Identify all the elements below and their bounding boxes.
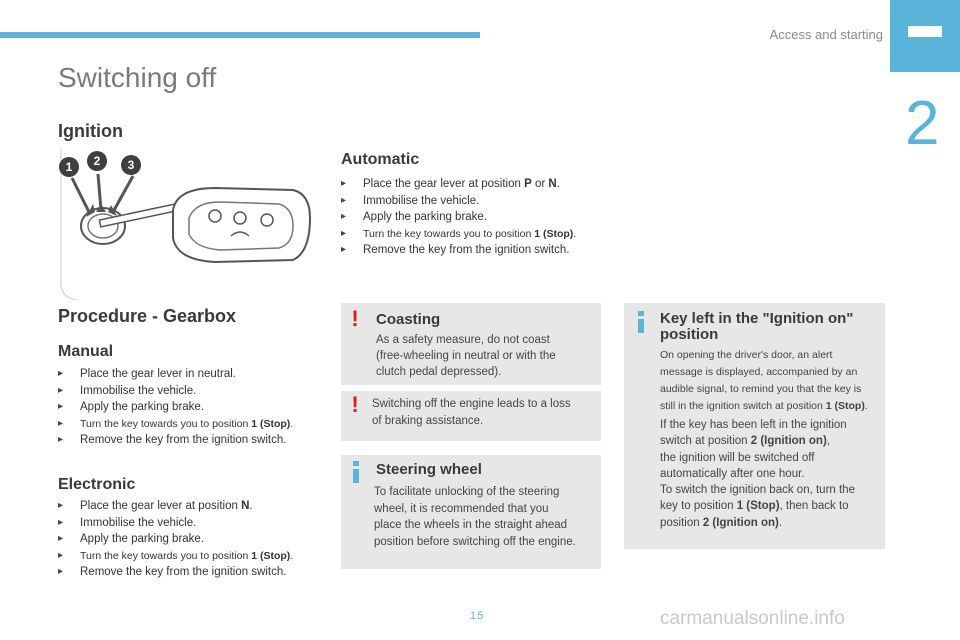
list-item: ▸ Remove the key from the ignition switch. (341, 242, 576, 259)
automatic-steps (341, 176, 576, 259)
braking-warning-box (341, 391, 601, 441)
callout-3: 3 (121, 155, 141, 175)
list-item: ▸ Remove the key from the ignition switch. (58, 564, 293, 581)
automatic-heading: Automatic (341, 151, 420, 168)
watermark: carmanualsonline.info (660, 608, 845, 629)
procedure-heading: Procedure - Gearbox (58, 306, 237, 326)
list-item: ▸ Place the gear lever at position N. (58, 498, 293, 515)
list-item: ▸ Apply the parking brake. (341, 209, 576, 226)
key-left-auto-off-text: If the key has been left in the ignition switch at position 2 (Ignition on), the ignition will be switched off automatically after one hour. To switch the ignition back on, turn the key to position 1 (Stop), then back to position 2 (Ignition on). (660, 419, 855, 529)
electronic-steps (58, 498, 293, 581)
coasting-text: As a safety measure, do not coast (free-wheeling in neutral or with the clutch pedal depressed). (376, 334, 556, 378)
info-icon (635, 311, 647, 333)
manual-steps (58, 366, 293, 449)
list-item: ▸ Immobilise the vehicle. (341, 193, 576, 210)
electronic-heading: Electronic (58, 476, 136, 493)
key-left-alert-text: On opening the driver's door, an alert message is displayed, accompanied by an audible signal, to remind you that the key is still in the ignition switch at position 1 (Stop). (660, 349, 868, 412)
manual-heading: Manual (58, 343, 114, 360)
info-icon (350, 461, 362, 483)
steering-info-box (341, 455, 601, 569)
callout-1: 1 (59, 157, 79, 177)
page-title: Switching off (58, 62, 217, 93)
chapter-icon (890, 0, 960, 72)
section-name: Access and starting (769, 27, 883, 42)
header-accent-bar (0, 32, 480, 38)
list-item: ▸ Remove the key from the ignition switch. (58, 432, 293, 449)
list-item: ▸ Immobilise the vehicle. (58, 383, 293, 400)
callout-2: 2 (87, 151, 107, 171)
steering-title: Steering wheel (376, 461, 482, 478)
list-item: ▸ Immobilise the vehicle. (58, 515, 293, 532)
chapter-number: 2 (905, 89, 940, 158)
page-number: 15 (470, 610, 485, 622)
warning-icon: ! (351, 392, 359, 417)
warning-icon: ! (351, 306, 359, 331)
list-item: ▸ Turn the key towards you to position 1 (Stop). (58, 416, 293, 433)
braking-note-text: Switching off the engine leads to a loss of braking assistance. (372, 398, 571, 427)
ignition-heading: Ignition (58, 121, 123, 141)
steering-text: To facilitate unlocking of the steering wheel, it is recommended that you place the wheels in the straight ahead position before switching off the engine. (374, 486, 576, 548)
list-item: ▸ Place the gear lever in neutral. (58, 366, 293, 383)
key-left-title: Key left in the "Ignition on" position (660, 310, 854, 343)
key-left-info-box (624, 303, 885, 549)
list-item: ▸ Turn the key towards you to position 1 (Stop). (58, 548, 293, 565)
coasting-box (341, 303, 601, 385)
list-item: ▸ Turn the key towards you to position 1 (Stop). (341, 226, 576, 243)
coasting-title: Coasting (376, 311, 441, 328)
list-item: ▸ Apply the parking brake. (58, 399, 293, 416)
list-item: ▸ Place the gear lever at position P or N. (341, 176, 576, 193)
list-item: ▸ Apply the parking brake. (58, 531, 293, 548)
